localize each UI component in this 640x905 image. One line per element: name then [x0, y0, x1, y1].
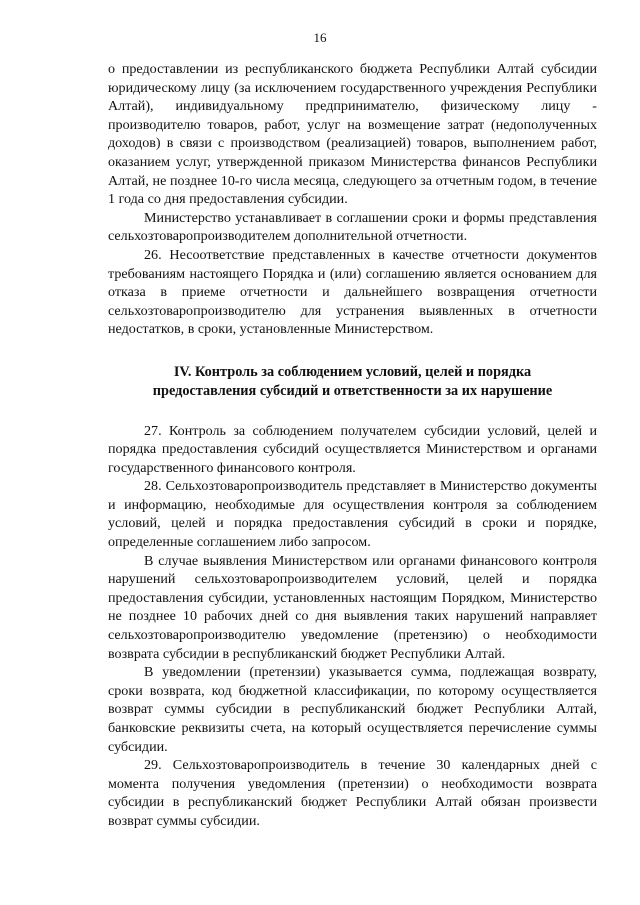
paragraph-26: 26. Несоответствие представленных в качестве отчетности документов требованиям настоящего Порядка и (или) соглашению является основанием для отказа в приеме отчетности и дальнейшего возвращения отчетности сельхозтоваропроизводителю для устранения выявленных в отчетности недостатков, в сроки, установленные Министерством. [108, 246, 597, 338]
paragraph-28: 28. Сельхозтоваропроизводитель представляет в Министерство документы и информацию, необходимые для осуществления контроля за соблюдением условий, целей и порядка предоставления субсидий в сроки и порядке, определенные соглашением либо запросом. [108, 478, 597, 551]
document-body [108, 60, 597, 831]
paragraph-ministry-reporting: Министерство устанавливает в соглашении сроки и формы представления сельхозтоваропроизводителем дополнительной отчетности. [108, 209, 597, 245]
section-heading-line-2: предоставления субсидий и ответственности за их нарушение [152, 382, 553, 399]
page-number: 16 [313, 30, 327, 45]
paragraph-28-violations: В случае выявления Министерством или органами финансового контроля нарушений сельхозтоваропроизводителем условий, целей и порядка предоставления субсидии, установленных настоящим Порядком, Министерство не позднее 10 рабочих дней со дня выявления таких нарушений направляет сельхозтоваропроизводителю уведомление (претензию) о необходимости возврата субсидии в республиканский бюджет Республики Алтай. [108, 552, 597, 662]
paragraph-continuation: о предоставлении из республиканского бюджета Республики Алтай субсидии юридическому лицу (за исключением государственного учреждения Республики Алтай), индивидуальному предпринимателю, физическому лицу - производителю товаров, работ, услуг на возмещение затрат (недополученных доходов) в связи с производством (реализацией) товаров, выполнением работ, оказанием услуг, утвержденной приказом Министерства финансов Республики Алтай, не позднее 10-го числа месяца, следующего за отчетным годом, в течение 1 года со дня предоставления субсидии. [108, 61, 597, 208]
paragraph-28-notice: В уведомлении (претензии) указывается сумма, подлежащая возврату, сроки возврата, код бюджетной классификации, по которому осуществляется возврат суммы субсидии в республиканский бюджет Республики Алтай, банковские реквизиты счета, на который осуществляется перечисление суммы субсидии. [108, 664, 597, 755]
section-heading-line-1: IV. Контроль за соблюдением условий, целей и порядка [173, 363, 532, 380]
paragraph-27: 27. Контроль за соблюдением получателем субсидии условий, целей и порядка предоставления субсидий осуществляется Министерством и органами государственного финансового контроля. [108, 422, 597, 476]
paragraph-29: 29. Сельхозтоваропроизводитель в течение 30 календарных дней с момента получения уведомления (претензии) о необходимости возврата субсидии в республиканский бюджет Республики Алтай обязан произвести возврат суммы субсидии. [108, 757, 597, 829]
section-heading [108, 363, 597, 401]
